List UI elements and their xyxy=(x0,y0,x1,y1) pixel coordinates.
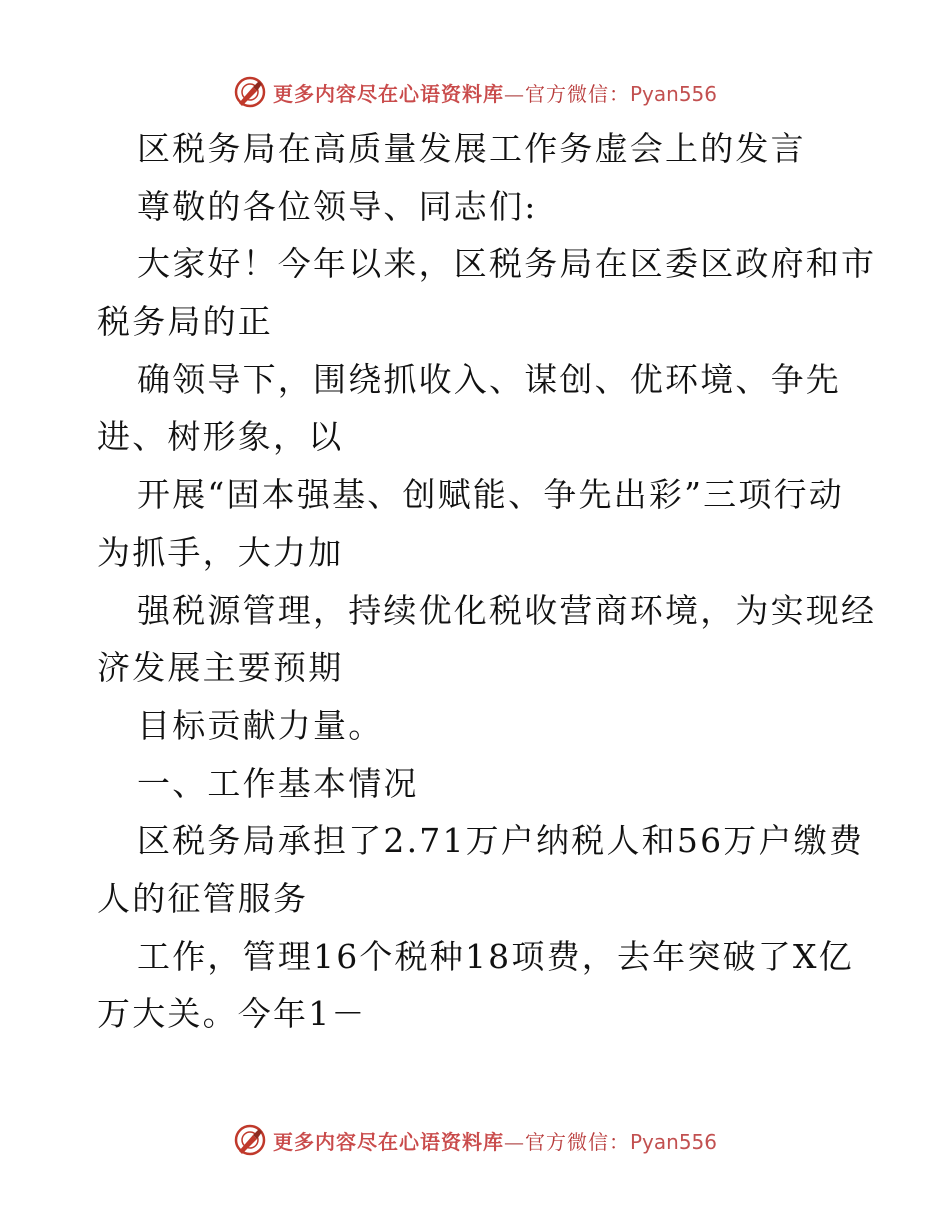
paragraph-line: 区税务局承担了2.71万户纳税人和56万户缴费 xyxy=(137,821,865,861)
salutation: 尊敬的各位领导、同志们: xyxy=(137,186,538,226)
document-body xyxy=(97,120,877,1043)
paragraph-line: 税务局的正 xyxy=(97,302,273,342)
paragraph-line: 济发展主要预期 xyxy=(97,648,344,688)
watermark-id: Pyan556 xyxy=(629,1129,717,1154)
watermark-text xyxy=(273,1126,717,1155)
paragraph-line: 开展“固本强基、创赋能、争先出彩”三项行动 xyxy=(137,475,844,515)
paragraph-line: 人的征管服务 xyxy=(97,878,309,918)
paragraph-line: 大家好！今年以来，区税务局在区委区政府和市 xyxy=(137,244,877,284)
watermark-label: 官方微信： xyxy=(524,81,630,106)
watermark-text xyxy=(273,78,717,107)
watermark-brand: 更多内容尽在心语资料库 xyxy=(272,81,504,106)
paragraph-line: 目标贡献力量。 xyxy=(137,705,384,745)
section-heading: 一、工作基本情况 xyxy=(137,763,419,803)
paragraph-line: 为抓手，大力加 xyxy=(97,532,344,572)
watermark-separator: — xyxy=(503,81,525,106)
paragraph-line: 万大关。今年1－ xyxy=(97,994,367,1034)
paragraph-line: 确领导下，围绕抓收入、谋创、优环境、争先 xyxy=(137,359,841,399)
watermark-separator: — xyxy=(503,1129,525,1154)
paragraph-line: 进、树形象，以 xyxy=(97,417,344,457)
watermark-brand: 更多内容尽在心语资料库 xyxy=(272,1129,504,1154)
paragraph-line: 强税源管理，持续优化税收营商环境，为实现经 xyxy=(137,590,877,630)
watermark-id: Pyan556 xyxy=(629,81,717,106)
pen-logo-icon xyxy=(233,1123,267,1157)
header-watermark xyxy=(0,72,950,112)
pen-logo-icon xyxy=(233,75,267,109)
watermark-label: 官方微信： xyxy=(524,1129,630,1154)
paragraph-line: 工作，管理16个税种18项费，去年突破了X亿 xyxy=(137,936,854,976)
document-title: 区税务局在高质量发展工作务虚会上的发言 xyxy=(137,129,806,168)
footer-watermark xyxy=(0,1120,950,1160)
